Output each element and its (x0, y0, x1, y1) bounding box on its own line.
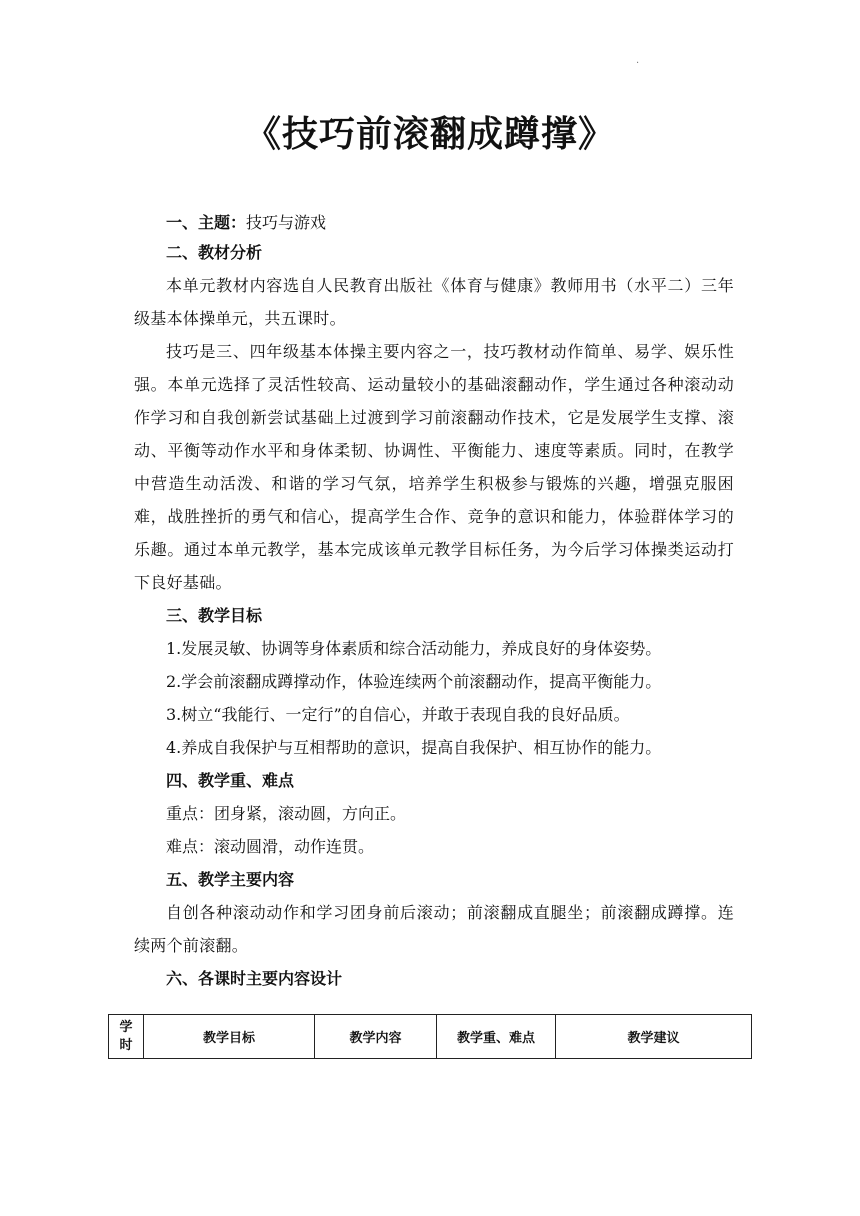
material-paragraph-1: 本单元教材内容选自人民教育出版社《体育与健康》教师用书（水平二）三年级基本体操单元，共五课时。 (134, 276, 734, 328)
document-title: 《技巧前滚翻成蹲撑》 (244, 114, 615, 155)
goal-item: 2.学会前滚翻成蹲撑动作，体验连续两个前滚翻动作，提高平衡能力。 (166, 672, 662, 691)
section-goals-heading: 三、教学目标 (166, 606, 263, 625)
content-paragraph: 自创各种滚动动作和学习团身前后滚动；前滚翻成直腿坐；前滚翻成蹲撑。连续两个前滚翻。 (134, 903, 734, 955)
header-cell-goals: 教学目标 (144, 1015, 315, 1059)
section-theme (166, 210, 734, 236)
section-keypoints-heading: 四、教学重、难点 (166, 771, 295, 790)
header-cell-keypoints: 教学重、难点 (437, 1015, 556, 1059)
goal-item: 3.树立“我能行、一定行”的自信心，并敢于表现自我的良好品质。 (166, 705, 630, 724)
header-cell-hours: 学时 (109, 1015, 144, 1059)
section-theme-heading: 一、主题： (166, 213, 247, 232)
section-material-heading: 二、教材分析 (166, 243, 263, 262)
section-content-heading: 五、教学主要内容 (166, 870, 295, 889)
goal-item: 4.养成自我保护与互相帮助的意识，提高自我保护、相互协作的能力。 (166, 738, 662, 757)
material-paragraph-2: 技巧是三、四年级基本体操主要内容之一，技巧教材动作简单、易学、娱乐性强。本单元选择了灵活性较高、运动量较小的基础滚翻动作，学生通过各种滚动动作学习和自我创新尝试基础上过渡到学习前滚翻动作技术，它是发展学生支撑、滚动、平衡等动作水平和身体柔韧、协调性、平衡能力、速度等素质。同时，在教学中营造生动活泼、和谐的学习气氛，培养学生积极参与锻炼的兴趣，增强克服困难，战胜挫折的勇气和信心，提高学生合作、竞争的意识和能力，体验群体学习的乐趣。通过本单元教学，基本完成该单元教学目标任务，为今后学习体操类运动打下良好基础。 (134, 342, 734, 592)
difficulty-point: 难点：滚动圆滑，动作连贯。 (166, 837, 375, 856)
section-lesson-design-heading: 六、各课时主要内容设计 (166, 969, 343, 988)
table-header-row (109, 1015, 752, 1059)
header-cell-content: 教学内容 (315, 1015, 437, 1059)
key-point: 重点：团身紧，滚动圆，方向正。 (166, 804, 407, 823)
goal-item: 1.发展灵敏、协调等身体素质和综合活动能力，养成良好的身体姿势。 (166, 639, 662, 658)
document-body (134, 210, 734, 995)
section-theme-value: 技巧与游戏 (246, 213, 327, 232)
page-mark: · (636, 58, 640, 69)
lesson-plan-table (108, 1014, 752, 1059)
header-cell-suggestions: 教学建议 (556, 1015, 752, 1059)
